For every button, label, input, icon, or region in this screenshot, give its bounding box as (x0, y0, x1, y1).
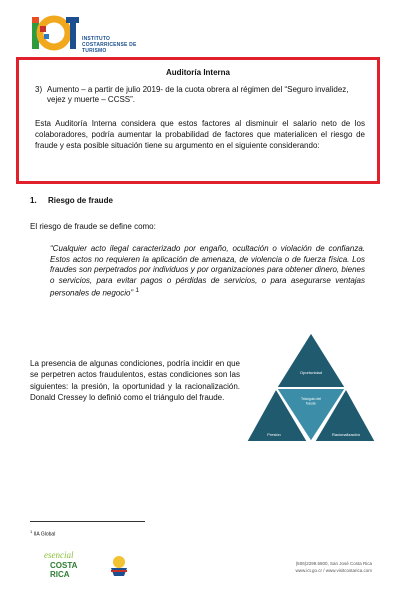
box-title: Auditoría Interna (165, 68, 230, 77)
footnote (30, 529, 55, 538)
label-oportunidad: Oportunidad (299, 370, 323, 375)
list-item (35, 85, 367, 105)
brand-costa: COSTA (50, 561, 78, 570)
fraud-definition-quote (50, 244, 365, 300)
highlight-box (16, 57, 380, 184)
government-seal-icon (108, 554, 130, 578)
conditions-paragraph: La presencia de algunas condiciones, podría incidir en que se perpetren actos fraudulentos, estas condiciones son las siguientes: la presión, la oportunidad y la racionalización. Donald Cressey lo definió como el triángulo del fraude. (30, 359, 240, 403)
fraud-triangle-diagram (246, 330, 376, 448)
label-racionalizacion: Racionalización (331, 432, 361, 437)
brand-esencial: esencial (44, 550, 74, 560)
section-heading (30, 196, 113, 205)
quote-text: “Cualquier acto ilegal caracterizado por engaño, ocultación o violación de confianza. Estos actos no requieren la aplicación de amenaza, de violencia o de fuerza física. Los fraudes son perpetrados por individuos y por organizaciones para obtener dinero, bienes o servicios, para evitar pagos o pérdidas de servicios, o para asegurarse ventajas personales de negocio” (50, 244, 365, 299)
ict-logo-mark (30, 14, 80, 54)
label-triangulo: Triángulo del fraude (300, 397, 322, 406)
quote-footnote-ref: 1 (135, 287, 140, 295)
logo-line-1: INSTITUTO (82, 36, 111, 42)
footnote-text: IIA Global (33, 531, 56, 538)
logo-line-2: COSTARRICENSE DE (82, 42, 137, 48)
brand-rica: RICA (50, 570, 70, 579)
footnote-number: 1 (30, 529, 33, 534)
section-title: Riesgo de fraude (48, 196, 113, 205)
footer-websites: www.ict.go.cr / www.visitcostarica.com (295, 568, 372, 573)
intro-text: El riesgo de fraude se define como: (30, 222, 156, 231)
label-presion: Presión (267, 432, 281, 437)
triangle-top (276, 332, 346, 388)
ict-logo (30, 14, 170, 54)
box-paragraph: Esta Auditoría Interna considera que estos factores al disminuir el salario neto de los colaboradores, podría aumentar la probabilidad de factores que materialicen el riesgo de fraude y esta posible situación tiene su argumento en el siguiente considerando: (35, 119, 365, 150)
footer-phone-address: (506)2299.5800, San José Costa Rica (295, 561, 372, 566)
footnote-divider (30, 521, 145, 522)
item-number: 3) (35, 85, 43, 94)
ict-logo-text (82, 36, 137, 54)
item-text: Aumento – a partir de julio 2019- de la cuota obrera al régimen del “Seguro invalidez, vejez y muerte – CCSS”. (47, 85, 349, 104)
section-number: 1. (30, 196, 37, 205)
footer-contact (295, 560, 372, 574)
logo-line-3: TURISMO (82, 48, 107, 54)
esencial-costa-rica-logo (40, 548, 100, 580)
